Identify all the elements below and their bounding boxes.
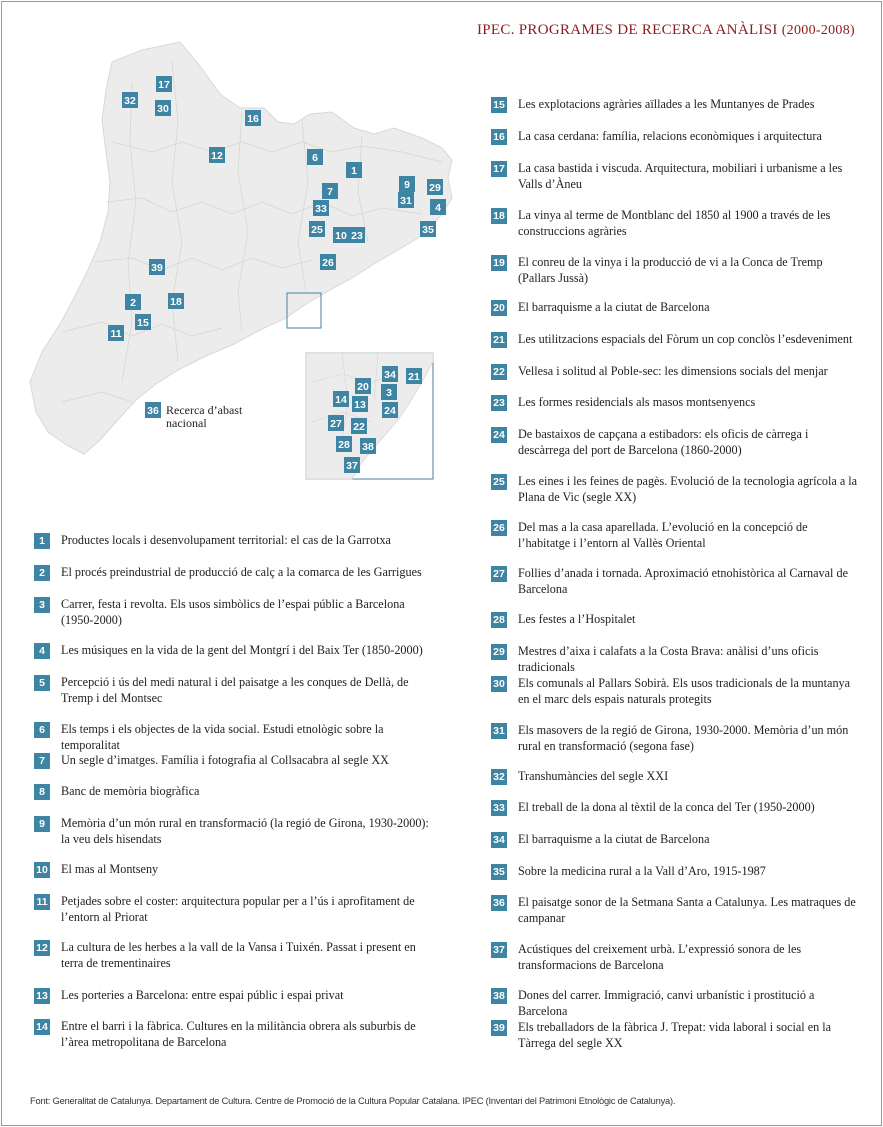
project-item (491, 942, 861, 973)
project-item (491, 161, 861, 192)
project-title: El procés preindustrial de producció de calç a la comarca de les Garrigues (61, 565, 422, 579)
project-title: Banc de memòria biogràfica (61, 784, 200, 798)
project-number-badge: 21 (491, 332, 507, 348)
project-number-badge: 24 (491, 427, 507, 443)
project-title: El paisatge sonor de la Setmana Santa a Catalunya. Les matraques de campanar (518, 895, 856, 925)
inset-marker-28 (336, 436, 352, 452)
project-item (491, 676, 861, 707)
project-item (491, 474, 861, 505)
marker-number: 23 (351, 230, 363, 242)
project-title: El barraquisme a la ciutat de Barcelona (518, 832, 710, 846)
project-title: Els masovers de la regió de Girona, 1930-2000. Memòria d’un món rural en transformació (segona fase) (518, 723, 849, 753)
project-number-badge: 23 (491, 395, 507, 411)
project-title: Les festes a l’Hospitalet (518, 612, 636, 626)
source-note: Font: Generalitat de Catalunya. Departament de Cultura. Centre de Promoció de la Cultura Popular Catalana. IPEC (Inventari del Patrimoni Etnològic de Catalunya). (30, 1096, 676, 1106)
project-number-badge: 34 (491, 832, 507, 848)
project-number-badge: 33 (491, 800, 507, 816)
project-item (491, 864, 861, 880)
marker-number: 34 (384, 369, 396, 381)
project-item (34, 753, 429, 769)
inset-marker-37 (344, 457, 360, 473)
project-number-badge: 26 (491, 520, 507, 536)
map-marker-2 (125, 294, 141, 310)
marker-number: 25 (311, 224, 323, 236)
marker-number: 24 (384, 405, 396, 417)
project-item (34, 988, 429, 1004)
marker-number: 37 (346, 460, 358, 472)
project-item (34, 533, 429, 549)
project-title: El treball de la dona al tèxtil de la conca del Ter (1950-2000) (518, 800, 815, 814)
project-number-badge: 19 (491, 255, 507, 271)
project-number-badge: 22 (491, 364, 507, 380)
project-number-badge: 1 (34, 533, 50, 549)
project-title: Les formes residencials als masos montsenyencs (518, 395, 756, 409)
project-number-badge: 36 (491, 895, 507, 911)
inset-marker-38 (360, 438, 376, 454)
marker-number: 18 (170, 296, 182, 308)
project-title: La vinya al terme de Montblanc del 1850 al 1900 a través de les construccions agràries (518, 208, 831, 238)
project-title: Percepció i ús del medi natural i del paisatge a les conques de Dellà, de Tremp i del Montsec (61, 675, 409, 705)
project-number-badge: 35 (491, 864, 507, 880)
project-item (491, 427, 861, 458)
project-item (491, 208, 861, 239)
project-number-badge: 7 (34, 753, 50, 769)
project-number-badge: 29 (491, 644, 507, 660)
project-title: La cultura de les herbes a la vall de la Vansa i Tuixén. Passat i present en terra de trementinaires (61, 940, 416, 970)
marker-number: 26 (322, 257, 334, 269)
project-number-badge: 5 (34, 675, 50, 691)
marker-number: 29 (429, 182, 441, 194)
project-title: Memòria d’un món rural en transformació (la regió de Girona, 1930-2000): la veu dels hisendats (61, 816, 429, 846)
title-main: IPEC. PROGRAMES DE RECERCA ANÀLISI (476, 22, 778, 38)
marker-number: 21 (408, 371, 420, 383)
page-frame (1, 1, 882, 1126)
marker-number: 12 (211, 150, 223, 162)
project-item (34, 675, 429, 706)
marker-number: 22 (353, 421, 365, 433)
project-title: Dones del carrer. Immigració, canvi urbanístic i prostitució a Barcelona (518, 988, 815, 1018)
inset-marker-22 (351, 418, 367, 434)
project-number-badge: 12 (34, 940, 50, 956)
project-title: Les utilitzacions espacials del Fòrum un cop conclòs l’esdeveniment (518, 332, 853, 346)
project-title: Carrer, festa i revolta. Els usos simbòlics de l’espai públic a Barcelona (1950-2000) (61, 597, 405, 627)
project-item (491, 300, 861, 316)
project-number-badge: 37 (491, 942, 507, 958)
project-number-badge: 38 (491, 988, 507, 1004)
marker-number: 4 (435, 202, 441, 214)
map-marker-26 (320, 254, 336, 270)
project-item (491, 566, 861, 597)
project-number-badge: 15 (491, 97, 507, 113)
marker-number: 33 (315, 203, 327, 215)
project-number-badge: 17 (491, 161, 507, 177)
project-title: El conreu de la vinya i la producció de vi a la Conca de Tremp (Pallars Jussà) (518, 255, 823, 285)
project-item (34, 643, 429, 659)
map-marker-25 (309, 221, 325, 237)
marker-number: 13 (354, 399, 366, 411)
map-marker-15 (135, 314, 151, 330)
project-item (491, 832, 861, 848)
inset-marker-3 (381, 384, 397, 400)
project-number-badge: 28 (491, 612, 507, 628)
project-item (491, 644, 861, 675)
project-title: Transhumàncies del segle XXI (518, 769, 669, 783)
project-number-badge: 13 (34, 988, 50, 1004)
marker-number: 2 (130, 297, 136, 309)
map-marker-7 (322, 183, 338, 199)
national-marker (145, 402, 243, 430)
marker-number: 7 (327, 186, 333, 198)
project-title: El mas al Montseny (61, 862, 159, 876)
marker-number: 30 (157, 103, 169, 115)
project-item (34, 597, 429, 628)
project-item (491, 97, 861, 113)
inset-marker-27 (328, 415, 344, 431)
map-marker-1 (346, 162, 362, 178)
project-number-badge: 14 (34, 1019, 50, 1035)
marker-number: 6 (312, 152, 318, 164)
project-item (491, 395, 861, 411)
marker-number: 9 (404, 179, 410, 191)
inset-marker-24 (382, 402, 398, 418)
national-label-line2: nacional (166, 416, 207, 430)
project-item (491, 895, 861, 926)
marker-number: 28 (338, 439, 350, 451)
marker-number: 20 (357, 381, 369, 393)
project-number-badge: 6 (34, 722, 50, 738)
national-marker-number: 36 (147, 405, 159, 417)
title-years: (2000-2008) (781, 23, 855, 38)
marker-number: 10 (335, 230, 347, 242)
project-item (491, 129, 861, 145)
project-title: Els comunals al Pallars Sobirà. Els usos tradicionals de la muntanya en el marc dels espais naturals protegits (518, 676, 851, 706)
project-title: El barraquisme a la ciutat de Barcelona (518, 300, 710, 314)
project-item (491, 612, 861, 628)
marker-number: 27 (330, 418, 342, 430)
project-number-badge: 16 (491, 129, 507, 145)
project-title: Els treballadors de la fàbrica J. Trepat: vida laboral i social en la Tàrrega del segle XX (518, 1020, 832, 1050)
project-number-badge: 2 (34, 565, 50, 581)
marker-number: 1 (351, 165, 357, 177)
project-item (34, 784, 429, 800)
project-title: La casa cerdana: família, relacions econòmiques i arquitectura (518, 129, 822, 143)
project-item (491, 800, 861, 816)
project-number-badge: 10 (34, 862, 50, 878)
project-number-badge: 27 (491, 566, 507, 582)
project-number-badge: 39 (491, 1020, 507, 1036)
project-title: Follies d’anada i tornada. Aproximació etnohistòrica al Carnaval de Barcelona (518, 566, 848, 596)
project-title: Mestres d’aixa i calafats a la Costa Brava: anàlisi d’uns oficis tradicionals (518, 644, 819, 674)
map-marker-4 (430, 199, 446, 215)
map-marker-16 (245, 110, 261, 126)
national-label-line1: Recerca d’abast (166, 403, 243, 417)
inset-marker-14 (333, 391, 349, 407)
project-title: De bastaixos de capçana a estibadors: els oficis de càrrega i descàrrega del port de Barcelona (1860-2000) (518, 427, 809, 457)
project-item (491, 988, 861, 1019)
map-marker-6 (307, 149, 323, 165)
project-item (34, 1019, 429, 1050)
project-number-badge: 31 (491, 723, 507, 739)
map-marker-23 (349, 227, 365, 243)
project-number-badge: 32 (491, 769, 507, 785)
project-item (491, 332, 861, 348)
project-number-badge: 9 (34, 816, 50, 832)
project-number-badge: 4 (34, 643, 50, 659)
project-item (491, 364, 861, 380)
map-marker-39 (149, 259, 165, 275)
marker-number: 17 (158, 79, 170, 91)
project-number-badge: 18 (491, 208, 507, 224)
project-title: Un segle d’imatges. Família i fotografia al Collsacabra al segle XX (61, 753, 389, 767)
marker-number: 31 (400, 195, 412, 207)
marker-number: 11 (110, 328, 122, 340)
marker-number: 15 (137, 317, 149, 329)
map-marker-30 (155, 100, 171, 116)
project-title: Les explotacions agràries aïllades a les Muntanyes de Prades (518, 97, 815, 111)
project-title: Sobre la medicina rural a la Vall d’Aro, 1915-1987 (518, 864, 766, 878)
map-marker-35 (420, 221, 436, 237)
project-number-badge: 11 (34, 894, 50, 910)
map-marker-9 (399, 176, 415, 192)
map-marker-10 (333, 227, 349, 243)
project-item (491, 723, 861, 754)
marker-number: 14 (335, 394, 347, 406)
project-title: Acústiques del creixement urbà. L’expressió sonora de les transformacions de Barcelona (518, 942, 802, 972)
project-number-badge: 25 (491, 474, 507, 490)
marker-number: 35 (422, 224, 434, 236)
marker-number: 38 (362, 441, 374, 453)
project-item (34, 940, 429, 971)
project-number-badge: 8 (34, 784, 50, 800)
project-title: Productes locals i desenvolupament territorial: el cas de la Garrotxa (61, 533, 391, 547)
project-title: Els temps i els objectes de la vida social. Estudi etnològic sobre la temporalitat (61, 722, 384, 752)
project-title: Vellesa i solitud al Poble-sec: les dimensions socials del menjar (518, 364, 828, 378)
project-title: Les porteries a Barcelona: entre espai públic i espai privat (61, 988, 344, 1002)
project-item (34, 816, 429, 847)
map-marker-17 (156, 76, 172, 92)
map-marker-33 (313, 200, 329, 216)
inset-marker-20 (355, 378, 371, 394)
map-marker-32 (122, 92, 138, 108)
project-number-badge: 3 (34, 597, 50, 613)
project-item (491, 1020, 861, 1051)
project-item (491, 520, 861, 551)
map-marker-11 (108, 325, 124, 341)
marker-number: 39 (151, 262, 163, 274)
project-item (34, 722, 429, 753)
project-title: La casa bastida i viscuda. Arquitectura, mobiliari i urbanisme a les Valls d’Àneu (518, 161, 843, 191)
project-title: Entre el barri i la fàbrica. Cultures en la militància obrera als suburbis de l’àrea metropolitana de Barcelona (61, 1019, 416, 1049)
map-marker-31 (398, 192, 414, 208)
project-item (491, 255, 861, 286)
marker-number: 3 (386, 387, 392, 399)
project-item (491, 769, 861, 785)
project-number-badge: 20 (491, 300, 507, 316)
map-marker-18 (168, 293, 184, 309)
map-marker-12 (209, 147, 225, 163)
marker-number: 32 (124, 95, 136, 107)
project-title: Les eines i les feines de pagès. Evolució de la tecnologia agrícola a la Plana de Vic (segle XX) (518, 474, 858, 504)
project-item (34, 894, 429, 925)
project-item (34, 862, 429, 878)
marker-number: 16 (247, 113, 259, 125)
map-marker-29 (427, 179, 443, 195)
project-title: Les músiques en la vida de la gent del Montgrí i del Baix Ter (1850-2000) (61, 643, 423, 657)
project-number-badge: 30 (491, 676, 507, 692)
project-title: Del mas a la casa aparellada. L’evolució en la concepció de l’habitatge i l’entorn al Vallès Oriental (518, 520, 808, 550)
inset-marker-34 (382, 366, 398, 382)
inset-marker-13 (352, 396, 368, 412)
project-item (34, 565, 429, 581)
inset-marker-21 (406, 368, 422, 384)
project-title: Petjades sobre el coster: arquitectura popular per a l’ús i aprofitament de l’entorn al Priorat (61, 894, 415, 924)
